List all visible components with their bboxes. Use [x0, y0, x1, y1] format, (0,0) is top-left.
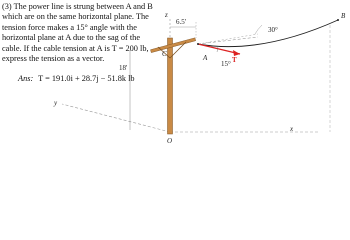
tension-label: T — [232, 56, 237, 64]
angle-30-label: 30° — [268, 26, 278, 34]
x-axis-label: x — [290, 125, 294, 133]
y-axis-label: y — [54, 99, 58, 107]
y-axis — [62, 104, 170, 132]
crossarm — [150, 38, 195, 53]
point-a-marker — [197, 43, 199, 45]
problem-line: tension force makes a 15° angle with the — [2, 22, 137, 32]
problem-line: (3) The power line is strung between A and B — [2, 2, 153, 11]
point-b-label: B — [341, 12, 346, 20]
arm-length-label: 6.5' — [176, 18, 187, 26]
angle-arc-30 — [255, 25, 262, 34]
pole-height-label: 18' — [119, 64, 128, 72]
problem-line: express the tension as a vector. — [2, 54, 105, 64]
point-c-label: C — [162, 50, 167, 58]
problem-line: which are on the same horizontal plane. The — [2, 12, 149, 22]
problem-line: horizontal plane at A due to the sag of the — [2, 33, 141, 43]
point-a-label: A — [203, 54, 208, 62]
projection-line — [198, 34, 258, 44]
horizontal-reference-line — [198, 37, 258, 44]
angle-15-label: 15° — [221, 60, 231, 68]
point-b-marker — [337, 19, 339, 21]
z-axis-label: z — [165, 11, 168, 19]
utility-pole — [168, 38, 173, 134]
problem-line: cable. If the cable tension at A is T = 200 lb, — [2, 43, 149, 53]
answer-label: Ans: — [18, 74, 34, 83]
origin-label: O — [167, 137, 173, 145]
answer-value: T = 191.0i + 28.7j − 51.8k lb — [38, 74, 135, 83]
